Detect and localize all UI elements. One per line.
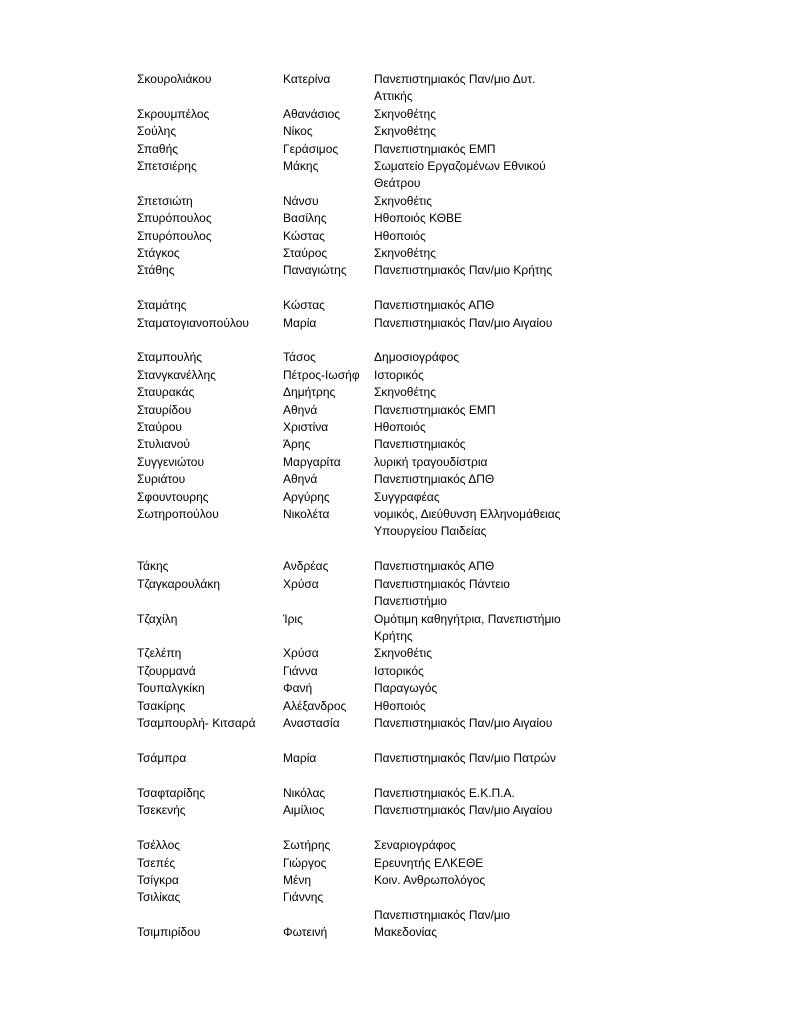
first-name-cell: Χρύσα bbox=[283, 577, 319, 591]
surname-cell: Συγγενιώτου bbox=[137, 455, 205, 469]
first-name-cell: Σταύρος bbox=[283, 246, 328, 260]
first-name-cell: Πέτρος-Ιωσήφ bbox=[283, 368, 360, 382]
surname-cell: Σταυρακάς bbox=[137, 385, 195, 399]
surname-cell: Σούλης bbox=[137, 124, 177, 138]
role-cell-line: νομικός, Διεύθυνση Ελληνομάθειας bbox=[374, 507, 561, 521]
surname-cell: Σπαθής bbox=[137, 142, 179, 156]
surname-cell: Σπετσιέρης bbox=[137, 159, 197, 173]
surname-cell: Στανγκανέλλης bbox=[137, 368, 216, 382]
surname-cell: Σταυρίδου bbox=[137, 403, 192, 417]
first-name-cell: Μάκης bbox=[283, 159, 319, 173]
surname-cell: Τσιλίκας bbox=[137, 890, 181, 904]
first-name-cell: Μαρία bbox=[283, 751, 317, 765]
surname-cell: Στάγκος bbox=[137, 246, 180, 260]
surname-cell: Σταύρου bbox=[137, 420, 182, 434]
role-cell-line: Πανεπιστημιακός ΑΠΘ bbox=[374, 298, 495, 312]
role-cell-line: Ερευνητής ΕΛΚΕΘΕ bbox=[374, 856, 484, 870]
first-name-cell: Φωτεινή bbox=[283, 925, 328, 939]
role-cell-line: Πανεπιστημιακός Παν/μιο Αιγαίου bbox=[374, 716, 553, 730]
surname-cell: Στυλιανού bbox=[137, 437, 190, 451]
role-cell-line: Σκηνοθέτις bbox=[374, 646, 432, 660]
role-cell-line: Σεναριογράφος bbox=[374, 838, 456, 852]
role-cell-line: Ιστορικός bbox=[374, 368, 424, 382]
surname-cell: Στάθης bbox=[137, 263, 175, 277]
role-cell-line: Πανεπιστημιακός ΕΜΠ bbox=[374, 142, 496, 156]
first-name-cell: Γιώργος bbox=[283, 856, 327, 870]
role-cell-line: Μακεδονίας bbox=[374, 925, 438, 939]
first-name-cell: Κατερίνα bbox=[283, 72, 331, 86]
first-name-cell: Μένη bbox=[283, 873, 312, 887]
first-name-cell: Παναγιώτης bbox=[283, 263, 347, 277]
first-name-cell: Κώστας bbox=[283, 229, 325, 243]
role-cell-line: Κρήτης bbox=[374, 629, 413, 643]
surname-cell: Σφουντουρης bbox=[137, 490, 209, 504]
first-name-cell: Νάνσυ bbox=[283, 194, 319, 208]
role-cell-line: Ηθοποιός bbox=[374, 420, 426, 434]
first-name-cell: Χριστίνα bbox=[283, 420, 329, 434]
first-name-cell: Αιμίλιος bbox=[283, 803, 325, 817]
role-cell-line: Ιστορικός bbox=[374, 664, 424, 678]
role-cell-line: Πανεπιστημιακός bbox=[374, 437, 466, 451]
first-name-cell: Αλέξανδρος bbox=[283, 699, 347, 713]
surname-cell: Σκουρολιάκου bbox=[137, 72, 212, 86]
role-cell-line: Ηθοποιός ΚΘΒΕ bbox=[374, 211, 463, 225]
first-name-cell: Βασίλης bbox=[283, 211, 327, 225]
surname-cell: Τσεκενής bbox=[137, 803, 186, 817]
first-name-cell: Φανή bbox=[283, 681, 313, 695]
first-name-cell: Αναστασία bbox=[283, 716, 340, 730]
role-cell-line: Πανεπιστήμιο bbox=[374, 594, 447, 608]
role-cell-line: Ηθοποιός bbox=[374, 229, 426, 243]
role-cell-line: λυρική τραγουδίστρια bbox=[374, 455, 488, 469]
role-cell-line: Ηθοποιός bbox=[374, 699, 426, 713]
first-name-cell: Νίκος bbox=[283, 124, 313, 138]
first-name-cell: Αθηνά bbox=[283, 403, 318, 417]
first-name-cell: Γεράσιμος bbox=[283, 142, 339, 156]
role-cell-line: Σκηνοθέτης bbox=[374, 124, 436, 138]
surname-cell: Σταματογιανοπούλου bbox=[137, 316, 249, 330]
role-cell-line: Πανεπιστημιακός Παν/μιο Αιγαίου bbox=[374, 316, 553, 330]
surname-cell: Σπυρόπουλος bbox=[137, 211, 212, 225]
surname-cell: Τουπαλγκίκη bbox=[137, 681, 205, 695]
first-name-cell: Γιάννα bbox=[283, 664, 318, 678]
first-name-cell: Χρύσα bbox=[283, 646, 319, 660]
surname-cell: Σπετσιώτη bbox=[137, 194, 193, 208]
role-cell-line: Αττικής bbox=[374, 89, 413, 103]
surname-cell: Τσέλλος bbox=[137, 838, 181, 852]
role-cell-line: Σωματείο Εργαζομένων Εθνικού bbox=[374, 159, 546, 173]
role-cell-line: Πανεπιστημιακός Πάντειο bbox=[374, 577, 510, 591]
role-cell-line: Πανεπιστημιακός ΑΠΘ bbox=[374, 559, 495, 573]
role-cell-line: Συγγραφέας bbox=[374, 490, 440, 504]
role-cell-line: Πανεπιστημιακός Ε.Κ.Π.Α. bbox=[374, 786, 515, 800]
surname-cell: Τσαφταρίδης bbox=[137, 786, 206, 800]
surname-cell: Τζελέπη bbox=[137, 646, 182, 660]
role-cell-line: Παραγωγός bbox=[374, 681, 438, 695]
role-cell-line: Σκηνοθέτις bbox=[374, 194, 432, 208]
role-cell-line: Πανεπιστημιακός Παν/μιο Δυτ. bbox=[374, 72, 536, 86]
surname-cell: Σπυρόπουλος bbox=[137, 229, 212, 243]
first-name-cell: Αθανάσιος bbox=[283, 107, 341, 121]
role-cell-line: Πανεπιστημιακός ΔΠΘ bbox=[374, 472, 495, 486]
first-name-cell: Κώστας bbox=[283, 298, 325, 312]
surname-cell: Τζαγκαρουλάκη bbox=[137, 577, 221, 591]
surname-cell: Τσάμπρα bbox=[137, 751, 187, 765]
role-cell-line: Σκηνοθέτης bbox=[374, 385, 436, 399]
first-name-cell: Σωτήρης bbox=[283, 838, 331, 852]
surname-cell: Τσαμπουρλή- Κιτσαρά bbox=[137, 716, 256, 730]
role-cell-line: Πανεπιστημιακός ΕΜΠ bbox=[374, 403, 496, 417]
first-name-cell: Αργύρης bbox=[283, 490, 330, 504]
first-name-cell: Τάσος bbox=[283, 350, 316, 364]
role-cell-line: Ομότιμη καθηγήτρια, Πανεπιστήμιο bbox=[374, 612, 561, 626]
surname-cell: Τσιμπιρίδου bbox=[137, 925, 201, 939]
surname-cell: Σταμπουλής bbox=[137, 350, 203, 364]
first-name-cell: Νικόλας bbox=[283, 786, 326, 800]
first-name-cell: Μαργαρίτα bbox=[283, 455, 341, 469]
role-cell-line: Πανεπιστημιακός Παν/μιο Αιγαίου bbox=[374, 803, 553, 817]
surname-cell: Τζουρμανά bbox=[137, 664, 196, 678]
first-name-cell: Ανδρέας bbox=[283, 559, 329, 573]
first-name-cell: Αθηνά bbox=[283, 472, 318, 486]
role-cell-line: Δημοσιογράφος bbox=[374, 350, 460, 364]
first-name-cell: Άρης bbox=[283, 437, 311, 451]
role-cell-line: Κοιν. Ανθρωπολόγος bbox=[374, 873, 486, 887]
role-cell-line: Σκηνοθέτης bbox=[374, 107, 436, 121]
role-cell-line: Πανεπιστημιακός Παν/μιο bbox=[374, 908, 511, 922]
role-cell-line: Θεάτρου bbox=[374, 176, 421, 190]
first-name-cell: Μαρία bbox=[283, 316, 317, 330]
role-cell-line: Υπουργείου Παιδείας bbox=[374, 524, 487, 538]
surname-cell: Σκρουμπέλος bbox=[137, 107, 210, 121]
surname-cell: Σωτηροπούλου bbox=[137, 507, 219, 521]
first-name-cell: Γιάννης bbox=[283, 890, 324, 904]
role-cell-line: Πανεπιστημιακός Παν/μιο Πατρών bbox=[374, 751, 556, 765]
first-name-cell: Νικολέτα bbox=[283, 507, 330, 521]
first-name-cell: Δημήτρης bbox=[283, 385, 336, 399]
role-cell-line: Σκηνοθέτης bbox=[374, 246, 436, 260]
surname-cell: Τσεπές bbox=[137, 856, 176, 870]
surname-cell: Συριάτου bbox=[137, 472, 186, 486]
first-name-cell: Ίρις bbox=[283, 612, 303, 626]
surname-cell: Τσακίρης bbox=[137, 699, 186, 713]
role-cell-line: Πανεπιστημιακός Παν/μιο Κρήτης bbox=[374, 263, 553, 277]
surname-cell: Σταμάτης bbox=[137, 298, 187, 312]
surname-cell: Τάκης bbox=[137, 559, 169, 573]
surname-cell: Τσίγκρα bbox=[137, 873, 179, 887]
surname-cell: Τζαχίλη bbox=[137, 612, 178, 626]
